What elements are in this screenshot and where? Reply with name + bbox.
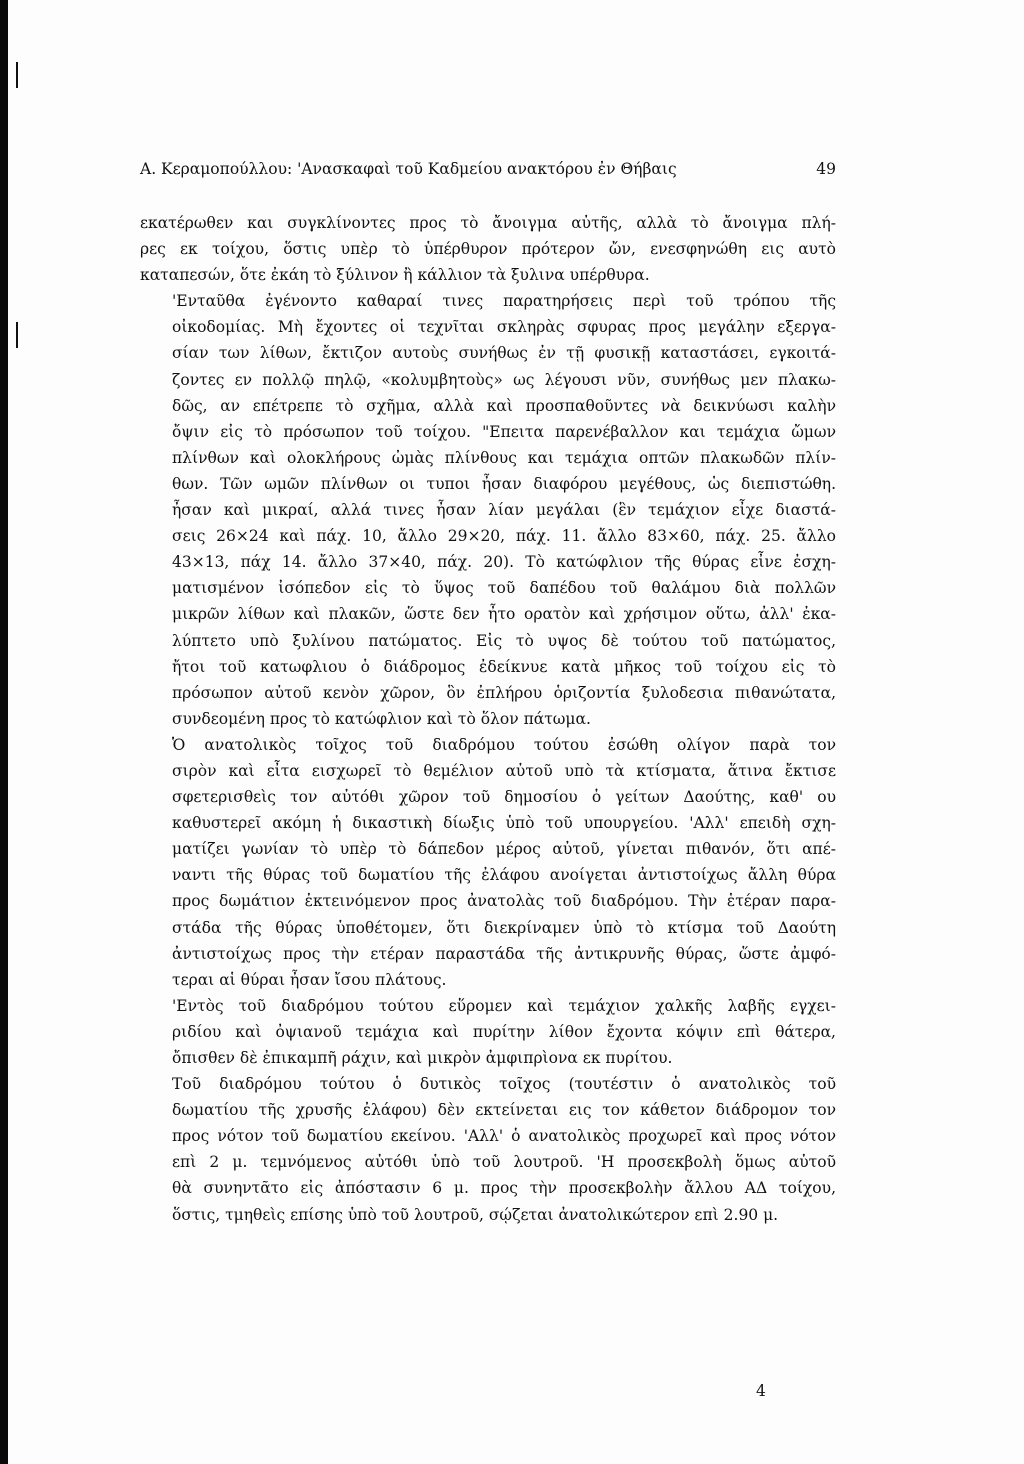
paragraph bbox=[140, 732, 836, 993]
text-line: ρες εκ τοίχου, ὅστις υπὲρ τὸ ὑπέρθυρον πρότερον ὤν, ενεσφηνώθη εις αυτὸ bbox=[140, 240, 836, 259]
paragraph bbox=[140, 1071, 836, 1228]
text-line: ὅστις, τμηθεὶς επίσης ὑπὸ τοῦ λουτροῦ, σῴζεται ἀνατολικώτερον επὶ 2.90 μ. bbox=[172, 1205, 779, 1224]
text-line: 'Ενταῦθα ἐγένοντο καθαραί τινες παρατηρήσεις περὶ τοῦ τρόπου τῆς bbox=[172, 292, 836, 311]
text-line: ἦσαν καὶ μικραί, αλλά τινες ἦσαν λίαν μεγάλαι (ἓν τεμάχιον εἶχε διαστά- bbox=[172, 501, 836, 520]
text-line: σιρὸν καὶ εἶτα εισχωρεῖ τὸ θεμέλιον αὐτοῦ υπὸ τὰ κτίσματα, ἅτινα ἔκτισε bbox=[172, 761, 836, 780]
text-line: τεραι αἱ θύραι ἦσαν ἴσου πλάτους. bbox=[172, 970, 447, 989]
text-line: πλίνθων καὶ ολοκλήρους ὠμὰς πλίνθους και τεμάχια οπτῶν πλακωδῶν πλίν- bbox=[172, 448, 836, 467]
text-line: ριδίου καὶ ὀψιανοῦ τεμάχια καὶ πυρίτην λίθον ἔχοντα κόψιν επὶ θάτερα, bbox=[172, 1022, 836, 1041]
text-line: ματισμένον ἰσόπεδον εἰς τὸ ὕψος τοῦ δαπέδου τοῦ θαλάμου διὰ πολλῶν bbox=[172, 579, 836, 598]
text-line: μικρῶν λίθων καὶ πλακῶν, ὥστε δεν ἦτο ορατὸν καὶ χρήσιμον οὕτω, ἀλλ' ἐκα- bbox=[172, 605, 836, 624]
text-line: προς νότον τοῦ δωματίου εκείνου. 'Αλλ' ὁ ανατολικὸς προχωρεῖ καὶ προς νότον bbox=[172, 1127, 836, 1146]
text-line: συνδεομένη προς τὸ κατώφλιον καὶ τὸ ὅλον πάτωμα. bbox=[172, 709, 591, 728]
text-line: σεις 26×24 καὶ πάχ. 10, ἄλλο 29×20, πάχ. 11. ἄλλο 83×60, πάχ. 25. ἄλλο bbox=[172, 527, 836, 546]
text-line: πρόσωπον αὐτοῦ κενὸν χῶρον, ὃν ἐπλήρου ὁριζοντία ξυλοδεσια πιθανώτατα, bbox=[172, 683, 836, 702]
paragraph bbox=[140, 993, 836, 1071]
text-line: λύπτετο υπὸ ξυλίνου πατώματος. Εἰς τὸ υψος δὲ τούτου τοῦ πατώματος, bbox=[172, 631, 836, 650]
text-line: θὰ συνηντᾶτο εἰς ἀπόστασιν 6 μ. προς τὴν προσεκβολὴν ἄλλου ΑΔ τοίχου, bbox=[172, 1179, 836, 1198]
text-line: 'Εντὸς τοῦ διαδρόμου τούτου εὕρομεν καὶ τεμάχιον χαλκῆς λαβῆς εγχει- bbox=[172, 996, 836, 1015]
body-text bbox=[140, 210, 836, 1228]
paragraph bbox=[140, 210, 836, 288]
text-line: ἀντιστοίχως προς τὴν ετέραν παραστάδα τῆς ἀντικρυνῆς θύρας, ὥστε ἀμφό- bbox=[172, 944, 836, 963]
text-line: επὶ 2 μ. τεμνόμενος αὐτόθι ὑπὸ τοῦ λουτροῦ. 'Η προσεκβολὴ ὅμως αὐτοῦ bbox=[172, 1153, 836, 1172]
running-title: Α. Κεραμοπούλλου: 'Ανασκαφαὶ τοῦ Καδμείου ανακτόρου ἐν Θήβαις bbox=[140, 160, 677, 178]
paragraph bbox=[140, 288, 836, 732]
printer-signature-mark: 4 bbox=[756, 1382, 766, 1400]
text-line: σίαν των λίθων, ἔκτιζον αυτοὺς συνήθως ἐν τῇ φυσικῇ καταστάσει, εγκοιτά- bbox=[172, 344, 836, 363]
text-line: σφετερισθεὶς τον αὐτόθι χῶρον τοῦ δημοσίου ὁ γείτων Δαούτης, καθ' ου bbox=[172, 788, 836, 807]
text-line: ὄπισθεν δὲ ἐπικαμπῆ ράχιν, καὶ μικρὸν ἀμφιπρὶονα εκ πυρίτου. bbox=[172, 1049, 673, 1067]
running-header bbox=[140, 160, 836, 178]
page-number: 49 bbox=[816, 160, 836, 178]
text-line: προς δωμάτιον ἐκτεινόμενον προς ἀνατολὰς τοῦ διαδρόμου. Τὴν ἑτέραν παρα- bbox=[172, 892, 836, 911]
scan-left-edge bbox=[0, 0, 8, 1464]
scan-edge-mark bbox=[16, 62, 18, 88]
text-line: ὄψιν εἰς τὸ πρόσωπον τοῦ τοίχου. "Επειτα παρενέβαλλον και τεμάχια ὤμων bbox=[172, 422, 836, 441]
text-line: ναντι τῆς θύρας τοῦ δωματίου τῆς ἐλάφου ανοίγεται ἀντιστοίχως ἄλλη θύρα bbox=[172, 866, 836, 885]
text-line: θων. Τῶν ωμῶν πλίνθων οι τυποι ἦσαν διαφόρου μεγέθους, ὡς διεπιστώθη. bbox=[172, 474, 836, 493]
text-line: ζοντες εν πολλῷ πηλῷ, «κολυμβητοὺς» ως λέγουσι νῦν, συνήθως μεν πλακω- bbox=[172, 370, 836, 389]
text-line: Τοῦ διαδρόμου τούτου ὁ δυτικὸς τοῖχος (τουτέστιν ὁ ανατολικὸς τοῦ bbox=[172, 1075, 836, 1094]
scan-edge-mark bbox=[16, 322, 18, 348]
text-line: δῶς, αν επέτρεπε τὸ σχῆμα, αλλὰ καὶ προσπαθοῦντες νὰ δεικνύωσι καλὴν bbox=[172, 396, 836, 415]
text-line: στάδα τῆς θύρας ὑποθέτομεν, ὅτι διεκρίναμεν ὑπὸ τὸ κτίσμα τοῦ Δαούτη bbox=[172, 918, 836, 937]
text-line: Ὁ ανατολικὸς τοῖχος τοῦ διαδρόμου τούτου ἐσώθη ολίγον παρὰ τον bbox=[172, 735, 836, 754]
text-line: ἤτοι τοῦ κατωφλιου ὁ διάδρομος ἐδείκνυε κατὰ μῆκος τοῦ τοίχου εἰς τὸ bbox=[172, 657, 836, 676]
text-line: ματίζει γωνίαν τὸ υπὲρ τὸ δάπεδον μέρος αὐτοῦ, γίνεται πιθανόν, ὅτι απέ- bbox=[172, 840, 836, 859]
text-line: δωματίου τῆς χρυσῆς ἐλάφου) δὲν εκτείνεται εις τον κάθετον διάδρομον τον bbox=[172, 1101, 836, 1120]
book-page bbox=[8, 0, 1024, 1464]
text-line: οἰκοδομίας. Μὴ ἔχοντες οἱ τεχνῖται σκληρὰς σφυρας προς μεγάλην εξεργα- bbox=[172, 318, 836, 337]
text-line: καταπεσών, ὅτε ἐκάη τὸ ξύλινον ἢ κάλλιον τὰ ξυλινα υπέρθυρα. bbox=[140, 266, 650, 285]
text-line: εκατέρωθεν και συγκλίνοντες προς τὸ ἄνοιγμα αὐτῆς, αλλὰ τὸ ἄνοιγμα πλή- bbox=[140, 214, 836, 232]
text-line: 43×13, πάχ 14. ἄλλο 37×40, πάχ. 20). Τὸ κατώφλιον τῆς θύρας εἶνε ἐσχη- bbox=[172, 553, 836, 572]
text-line: καθυστερεῖ ακόμη ἡ δικαστικὴ δίωξις ὑπὸ τοῦ υπουργείου. 'Αλλ' επειδὴ σχη- bbox=[172, 814, 836, 833]
